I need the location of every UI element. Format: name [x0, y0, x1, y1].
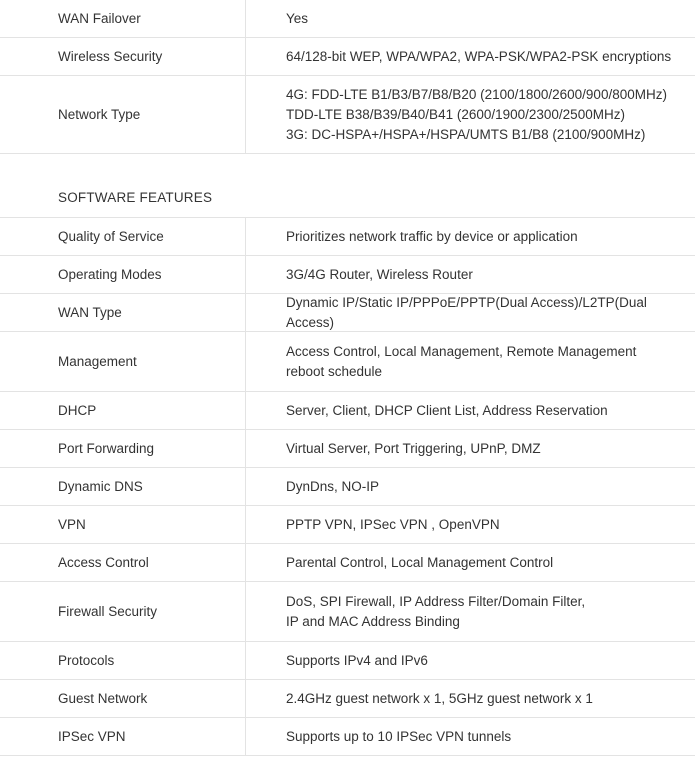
row-label: WAN Type — [0, 294, 246, 331]
row-value-line: Prioritizes network traffic by device or application — [286, 228, 578, 244]
row-value — [246, 294, 695, 331]
row-value-line: Access Control, Local Management, Remote Management — [286, 343, 637, 359]
row-value — [246, 392, 695, 429]
row-label: Access Control — [0, 544, 246, 581]
row-value — [246, 38, 695, 75]
table-row-protocols — [0, 642, 695, 680]
table-row-vpn — [0, 506, 695, 544]
row-label: Network Type — [0, 76, 246, 153]
table-row-wan-failover — [0, 0, 695, 38]
row-label: Protocols — [0, 642, 246, 679]
row-label: VPN — [0, 506, 246, 543]
row-label: Management — [0, 332, 246, 391]
row-value — [246, 468, 695, 505]
row-value-line: PPTP VPN, IPSec VPN , OpenVPN — [286, 516, 500, 532]
table-row-operating-modes — [0, 256, 695, 294]
row-value — [246, 544, 695, 581]
row-value-line: Dynamic IP/Static IP/PPPoE/PPTP(Dual Access)/L2TP(Dual Access) — [286, 294, 647, 330]
section-title: SOFTWARE FEATURES — [0, 154, 695, 218]
row-value — [246, 718, 695, 755]
row-label: Dynamic DNS — [0, 468, 246, 505]
row-value-line: 2.4GHz guest network x 1, 5GHz guest network x 1 — [286, 690, 593, 706]
row-value-line: Server, Client, DHCP Client List, Address Reservation — [286, 402, 608, 418]
row-value — [246, 218, 695, 255]
row-label: Port Forwarding — [0, 430, 246, 467]
table-row-dhcp — [0, 392, 695, 430]
table-row-access-control — [0, 544, 695, 582]
table-row-port-forwarding — [0, 430, 695, 468]
row-label: Wireless Security — [0, 38, 246, 75]
row-value-line: Yes — [286, 10, 309, 26]
row-value-line: DoS, SPI Firewall, IP Address Filter/Domain Filter, — [286, 593, 586, 609]
row-value-line: 4G: FDD-LTE B1/B3/B7/B8/B20 (2100/1800/2600/900/800MHz) — [286, 86, 667, 102]
row-value-line: DynDns, NO-IP — [286, 478, 380, 494]
row-value-line: Supports up to 10 IPSec VPN tunnels — [286, 728, 512, 744]
row-label: Operating Modes — [0, 256, 246, 293]
row-value-line: Supports IPv4 and IPv6 — [286, 652, 428, 668]
table-row-management — [0, 332, 695, 392]
row-label: DHCP — [0, 392, 246, 429]
row-label: IPSec VPN — [0, 718, 246, 755]
table-row-ipsec-vpn — [0, 718, 695, 756]
row-label: Firewall Security — [0, 582, 246, 641]
row-value-line: 3G: DC-HSPA+/HSPA+/HSPA/UMTS B1/B8 (2100/900MHz) — [286, 126, 646, 142]
table-row-dynamic-dns — [0, 468, 695, 506]
row-value-line: Virtual Server, Port Triggering, UPnP, DMZ — [286, 440, 541, 456]
row-value — [246, 332, 695, 391]
row-value-line: 3G/4G Router, Wireless Router — [286, 266, 473, 282]
row-value — [246, 582, 695, 641]
row-label: Quality of Service — [0, 218, 246, 255]
row-value — [246, 430, 695, 467]
row-value — [246, 0, 695, 37]
table-row-firewall-security — [0, 582, 695, 642]
table-row-wireless-security — [0, 38, 695, 76]
table-row-guest-network — [0, 680, 695, 718]
row-label: WAN Failover — [0, 0, 246, 37]
row-value — [246, 256, 695, 293]
row-label: Guest Network — [0, 680, 246, 717]
row-value-line: 64/128-bit WEP, WPA/WPA2, WPA-PSK/WPA2-PSK encryptions — [286, 48, 672, 64]
table-row-network-type — [0, 76, 695, 154]
table-row-wan-type — [0, 294, 695, 332]
row-value-line: reboot schedule — [286, 363, 383, 379]
row-value-line: Parental Control, Local Management Control — [286, 554, 554, 570]
row-value-line: IP and MAC Address Binding — [286, 613, 460, 629]
row-value — [246, 680, 695, 717]
row-value — [246, 506, 695, 543]
row-value — [246, 76, 695, 153]
row-value — [246, 642, 695, 679]
table-row-quality-of-service — [0, 218, 695, 256]
row-value-line: TDD-LTE B38/B39/B40/B41 (2600/1900/2300/2500MHz) — [286, 106, 625, 122]
